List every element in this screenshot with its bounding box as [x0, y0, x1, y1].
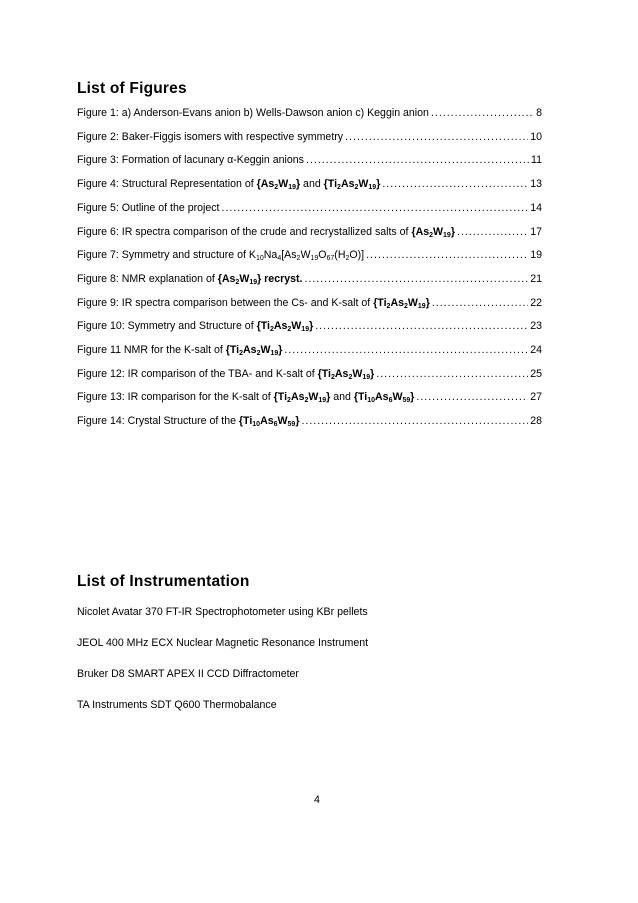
figure-entry-title: Figure 4: Structural Representation of $\{As_2W_{19}\}$ and $\{Ti_2As_2W_{19}\}$: [77, 178, 381, 192]
instrument-item: Nicolet Avatar 370 FT-IR Spectrophotometer using KBr pellets: [77, 606, 368, 618]
figure-entry-page: 24: [530, 344, 542, 356]
figure-entry-title: Figure 8: NMR explanation of $\{As_2W_{19}\}$ recryst.: [77, 272, 303, 286]
dot-leader: [432, 295, 528, 311]
figure-entry[interactable]: [77, 176, 542, 192]
figure-entry-page: 13: [530, 178, 542, 191]
figure-entry-page: 23: [530, 320, 542, 333]
figure-entry-page: 14: [530, 201, 542, 214]
figure-entry-page: 19: [530, 249, 542, 262]
dot-leader: [376, 366, 528, 382]
figure-entry-title: Figure 13: IR comparison for the K-salt of $\{Ti_2As_2W_{19}\}$ and $\{Ti_{10}As_6W_{59}\}$: [77, 391, 415, 405]
dot-leader: [457, 224, 528, 240]
figure-entry[interactable]: [77, 342, 542, 358]
figure-entry[interactable]: [77, 295, 542, 311]
list-of-figures-heading: List of Figures: [77, 80, 187, 97]
dot-leader: [306, 152, 529, 168]
figure-entry-title: Figure 3: Formation of lacunary α-Keggin anions: [77, 154, 304, 167]
dot-leader: [366, 247, 528, 263]
figure-entry-page: 21: [530, 272, 542, 285]
figure-entry[interactable]: [77, 200, 542, 216]
dot-leader: [301, 413, 528, 429]
figure-entry-title: Figure 5: Outline of the project: [77, 201, 220, 214]
figure-entry[interactable]: [77, 105, 542, 121]
figure-entry-page: 25: [530, 367, 542, 380]
figure-entry-page: 11: [531, 154, 542, 167]
figure-entry[interactable]: [77, 271, 542, 287]
page-number: 4: [314, 794, 320, 806]
figure-entry-page: 17: [530, 225, 542, 238]
dot-leader: [304, 271, 528, 287]
figure-entry-title: Figure 14: Crystal Structure of the $\{Ti_{10}As_6W_{59}\}$: [77, 415, 300, 429]
figure-entry-title: Figure 7: Symmetry and structure of $K_{10}Na_4[As_2W_{19}O_{67}(H_2O)]$: [77, 249, 365, 263]
figure-entry[interactable]: [77, 318, 542, 334]
figure-entry-page: 22: [530, 296, 542, 309]
dot-leader: [222, 200, 529, 216]
dot-leader: [315, 318, 528, 334]
dot-leader: [416, 389, 528, 405]
figure-entry-page: 27: [530, 391, 542, 404]
figure-entry-title: Figure 2: Baker-Figgis isomers with respective symmetry: [77, 130, 344, 143]
figure-entry-page: 10: [530, 130, 542, 143]
dot-leader: [345, 129, 528, 145]
figure-entry[interactable]: [77, 366, 542, 382]
instrument-item: TA Instruments SDT Q600 Thermobalance: [77, 699, 277, 711]
figure-entry[interactable]: [77, 389, 542, 405]
figure-entry-title: Figure 1: a) Anderson-Evans anion b) Wells-Dawson anion c) Keggin anion: [77, 107, 429, 119]
figure-entry-title: Figure 6: IR spectra comparison of the crude and recrystallized salts of $\{As_2W_{19}\}$: [77, 225, 455, 239]
figure-entry-title: Figure 10: Symmetry and Structure of $\{Ti_2As_2W_{19}\}$: [77, 320, 314, 334]
figure-entry[interactable]: [77, 152, 542, 168]
figure-entry-title: Figure 12: IR comparison of the TBA- and K-salt of $\{Ti_2As_2W_{19}\}$: [77, 367, 375, 381]
dot-leader: [284, 342, 528, 358]
instrument-item: Bruker D8 SMART APEX II CCD Diffractometer: [77, 668, 299, 680]
figure-entry-title: Figure 9: IR spectra comparison between the Cs- and K-salt of $\{Ti_2As_2W_{19}\}$: [77, 296, 430, 310]
figure-entry[interactable]: [77, 413, 542, 429]
dot-leader: [382, 176, 528, 192]
figure-entry[interactable]: [77, 224, 542, 240]
dot-leader: [431, 105, 534, 121]
figure-entry-title: Figure 11 NMR for the K-salt of $\{Ti_2As_2W_{19}\}$: [77, 344, 283, 357]
figure-entry[interactable]: [77, 129, 542, 145]
figure-entry-page: 8: [536, 107, 542, 119]
figure-entry[interactable]: [77, 247, 542, 263]
instrument-item: JEOL 400 MHz ECX Nuclear Magnetic Resonance Instrument: [77, 637, 369, 649]
list-of-instrumentation-heading: List of Instrumentation: [77, 573, 250, 590]
figure-entry-page: 28: [530, 415, 542, 428]
